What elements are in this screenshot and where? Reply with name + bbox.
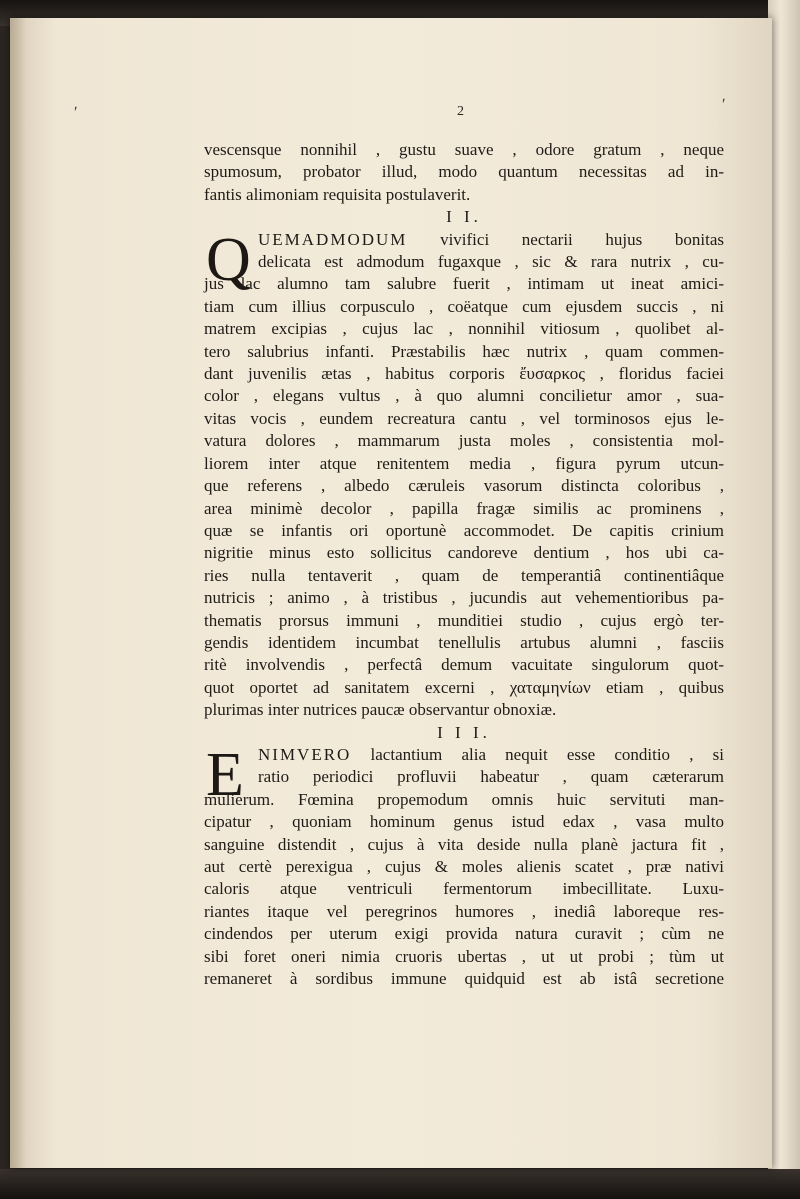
text-line: matrem excipias , cujus lac , nonnihil vitiosum , quolibet al- [204,319,724,339]
text-line: plurimas inter nutrices paucæ observantur obnoxiæ. [204,700,557,720]
text-line: tero salubrius infanti. Præstabilis hæc nutrix , quam commen- [204,341,724,361]
text-line: mulierum. Fœmina propemodum omnis huic servituti man- [204,789,724,809]
paragraph-section-3 [204,740,724,990]
text-line: delicata est admodum fugaxque , sic & rara nutrix , cu- [258,252,724,272]
text-line: NIMVERO lactantium alia nequit esse conditio , si [258,744,724,764]
text-line: quot oportet ad sanitatem excerni , χαταμηνίων etiam , quibus [204,677,724,697]
text-line: vatura dolores , mammarum justa moles , consistentia mol- [204,431,724,451]
book-edge-bottom [0,1169,800,1199]
text-line: cipatur , quoniam hominum genus istud edax , vasa multo [204,812,724,832]
text-line: liorem inter atque renitentem media , figura pyrum utcun- [204,453,724,473]
text-line: thematis prorsus immuni , munditiei studio , cujus ergò ter- [204,610,724,630]
text-line: ratio periodici profluvii habeatur , quam cæterarum [258,767,724,787]
drop-cap: E [206,740,244,809]
text-line: cindendos per uterum exigi provida natura curavit ; cùm ne [204,924,724,944]
text-line: que referens , albedo cæruleis vasorum distincta coloribus , [204,476,724,496]
page-number: 2 [457,104,464,119]
text-line: aut certè perexigua , cujus & moles alienis scatet , præ nativi [204,857,724,876]
text-line: color , elegans vultus , à quo alumni concilietur amor , sua- [204,386,724,406]
opening-word: NIMVERO [258,744,352,764]
text-block [204,139,724,990]
opening-word: UEMADMODUM [258,229,408,249]
text-line: caloris atque ventriculi fermentorum imbecillitate. Luxu- [204,879,724,899]
text-line: nutricis ; animo , à tristibus , jucundis aut vehementioribus pa- [204,588,724,608]
text-line: nigritie minus esto sollicitus candoreve dentium , hos ubi ca- [204,543,724,563]
paragraph-section-2 [204,225,725,722]
text-line: ries nulla tentaverit , quam de temperantiâ continentiâque [204,565,724,585]
text-line: spumosum, probator illud, modo quantum necessitas ad in- [204,162,724,182]
page-gutter-shadow [10,18,26,1168]
text-line: area minimè decolor , papilla fragæ similis ac prominens , [204,498,724,518]
book-edge-right [768,0,800,1199]
text-line: jus lac alumno tam salubre fuerit , intimam ut ineat amici- [204,274,724,294]
text-line: sanguine distendit , cujus à vita deside nulla planè jactura fit , [204,834,724,854]
text-line: dant juvenilis ætas , habitus corporis ἔυσαρκος , floridus faciei [204,364,724,384]
text-line: fantis alimoniam requisita postulaverit. [204,184,471,204]
section-number: I I. [446,207,482,227]
drop-cap: Q [206,225,251,294]
text-line: remaneret à sordibus immune quidquid est ab istâ secretione [204,969,724,989]
text-line: vescensque nonnihil , gustu suave , odore gratum , neque [204,140,724,159]
ink-mark: ʹ [722,96,726,113]
text-line: gendis identidem incumbat tenellulis artubus alumni , fasciis [204,632,724,652]
text-line: UEMADMODUM vivifici nectarii hujus bonitas [258,229,725,249]
text-line: sibi foret oneri nimia cruoris ubertas , ut ut probi ; tùm ut [204,946,724,966]
text-line: quæ se infantis ori oportunè accommodet. De capitis crinium [204,520,724,540]
section-number: I I I. [437,722,491,742]
text-line: ritè involvendis , perfectâ demum vacuitate singulorum quot- [204,655,724,675]
ink-mark: ʹ [74,104,78,121]
text-line: riantes itaque vel peregrinos humores , inediâ laboreque res- [204,901,724,921]
text-line: vitas vocis , eundem recreatura cantu , vel torminosos ejus le- [204,408,724,428]
text-line: tiam cum illius corpusculo , coëatque cum ejusdem succis , ni [204,296,724,316]
